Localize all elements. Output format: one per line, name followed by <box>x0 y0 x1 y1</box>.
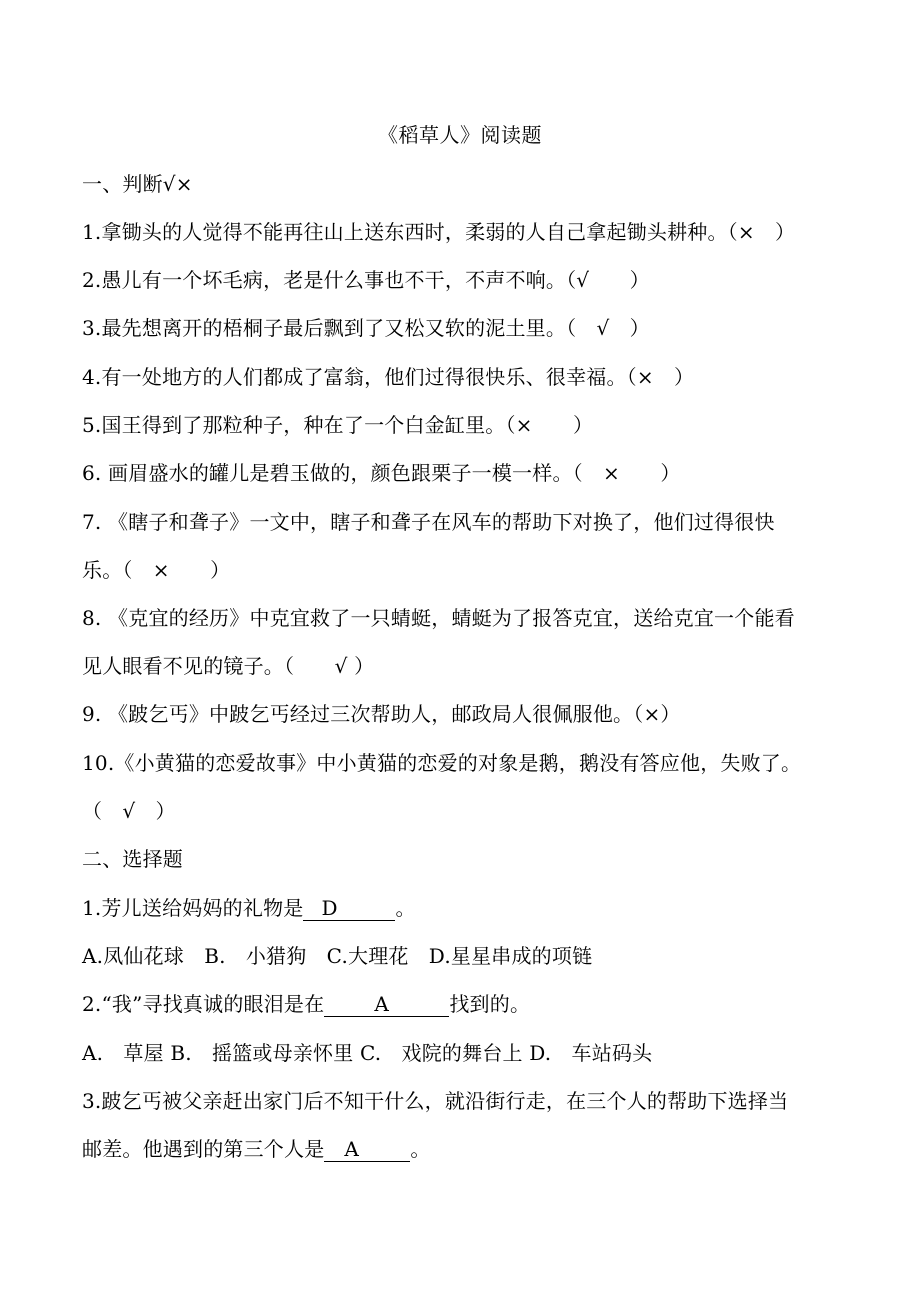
judge-item-4: 4.有一处地方的人们都成了富翁，他们过得很快乐、很幸福。（× ） <box>82 365 695 389</box>
answer-blank: A <box>324 1137 410 1162</box>
choice-question-1-options: A.凤仙花球 B. 小猎狗 C.大理花 D.星星串成的项链 <box>82 944 593 968</box>
answer-blank: D <box>303 896 395 921</box>
judge-item-10-line-2: （ √ ） <box>82 799 176 823</box>
judge-item-8-line-1: 8. 《克宜的经历》中克宜救了一只蜻蜓，蜻蜓为了报答克宜，送给克宜一个能看 <box>82 606 795 630</box>
judge-item-8-line-2: 见人眼看不见的镜子。（ √ ） <box>82 654 375 678</box>
choice-question-2 <box>82 990 530 1018</box>
section-1-heading: 一、判断√× <box>82 172 193 196</box>
document-title: 《稻草人》阅读题 <box>378 123 542 147</box>
judge-item-9: 9. 《跛乞丐》中跛乞丐经过三次帮助人，邮政局人很佩服他。（×） <box>82 702 681 726</box>
question-3-suffix: 。 <box>410 1137 431 1161</box>
choice-question-2-options: A. 草屋 B. 摇篮或母亲怀里 C. 戏院的舞台上 D. 车站码头 <box>82 1041 653 1065</box>
judge-item-1: 1.拿锄头的人觉得不能再往山上送东西时，柔弱的人自己拿起锄头耕种。（× ） <box>82 220 796 244</box>
question-1-suffix: 。 <box>395 896 416 920</box>
judge-item-2: 2.愚儿有一个坏毛病，老是什么事也不干，不声不响。（√ ） <box>82 268 650 292</box>
answer-blank: A <box>324 992 449 1017</box>
judge-item-10-line-1: 10.《小黄猫的恋爱故事》中小黄猫的恋爱的对象是鹅，鹅没有答应他，失败了。 <box>82 751 802 775</box>
question-2-text: 2.“我”寻找真诚的眼泪是在 <box>82 992 325 1016</box>
choice-question-1 <box>82 894 416 922</box>
judge-item-3: 3.最先想离开的梧桐子最后飘到了又松又软的泥土里。（ √ ） <box>82 316 650 340</box>
question-2-suffix: 找到的。 <box>449 992 531 1016</box>
judge-item-7-line-1: 7. 《瞎子和聋子》一文中，瞎子和聋子在风车的帮助下对换了，他们过得很快 <box>82 510 775 534</box>
judge-item-6: 6. 画眉盛水的罐儿是碧玉做的，颜色跟栗子一模一样。（ × ） <box>82 461 681 485</box>
judge-item-7-line-2: 乐。（ × ） <box>82 558 231 582</box>
question-3-text: 邮差。他遇到的第三个人是 <box>82 1137 325 1161</box>
question-1-text: 1.芳儿送给妈妈的礼物是 <box>82 896 304 920</box>
section-2-heading: 二、选择题 <box>82 847 183 871</box>
judge-item-5: 5.国王得到了那粒种子，种在了一个白金缸里。（× ） <box>82 413 594 437</box>
choice-question-3-line-1: 3.跛乞丐被父亲赶出家门后不知干什么，就沿街行走，在三个人的帮助下选择当 <box>82 1089 789 1113</box>
choice-question-3-line-2 <box>82 1135 431 1163</box>
